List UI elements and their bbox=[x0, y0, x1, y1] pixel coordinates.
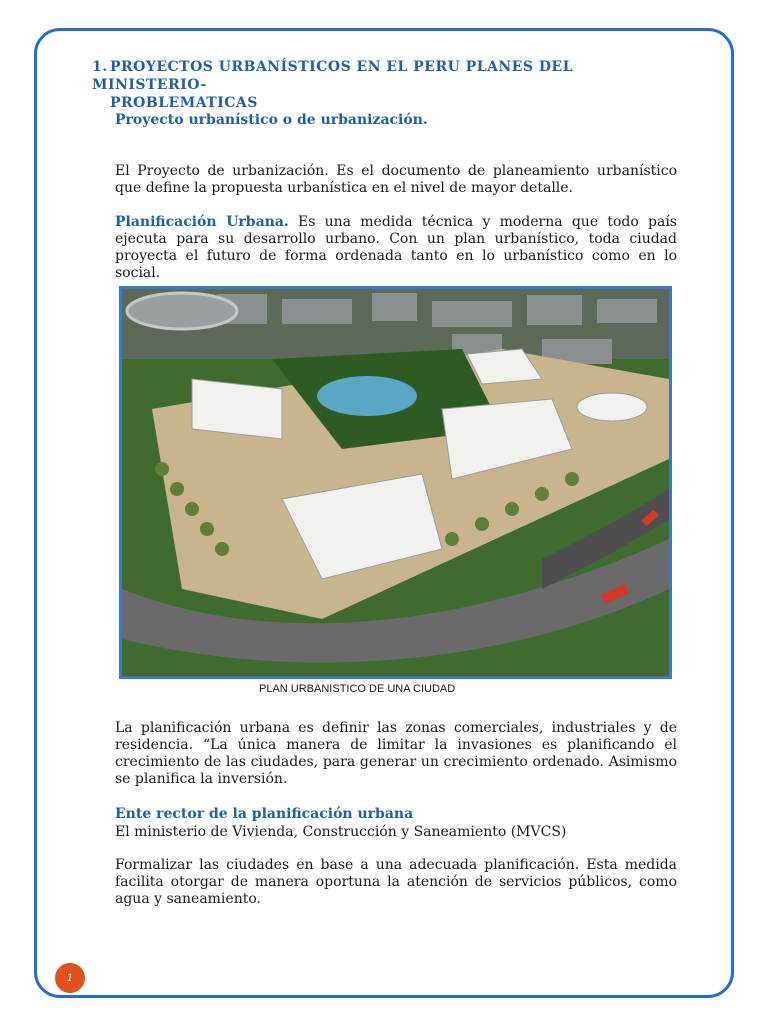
section-title-line2: PROBLEMATICAS bbox=[110, 95, 258, 111]
urban-plan-illustration bbox=[122, 289, 669, 676]
subheading-proyecto: Proyecto urbanístico o de urbanización. bbox=[115, 112, 428, 128]
section-title-line1: PROYECTOS URBANÍSTICOS EN EL PERU PLANES DEL MINISTERIO- bbox=[92, 59, 574, 93]
urban-plan-figure bbox=[119, 286, 672, 679]
paragraph-body: Es una medida técnica y moderna que todo país ejecuta para su desarrollo urbano. Con un plan urbanístico, toda ciudad proyecta el futuro de forma ordenada tanto en lo urbanístico como en lo social. bbox=[115, 214, 677, 281]
section-heading bbox=[92, 58, 692, 112]
paragraph-ministerio: El ministerio de Vivienda, Construcción y Saneamiento (MVCS) bbox=[115, 824, 567, 840]
paragraph-zonas: La planificación urbana es definir las zonas comerciales, industriales y de residencia. “La única manera de limitar la invasiones es planificando el crecimiento de las ciudades, para generar un crecimiento ordenado. Asimismo se planifica la inversión. bbox=[115, 720, 677, 787]
paragraph-definition: El Proyecto de urbanización. Es el documento de planeamiento urbanístico que define la propuesta urbanística en el nivel de mayor detalle. bbox=[115, 163, 677, 196]
subheading-ente-rector: Ente rector de la planificación urbana bbox=[115, 806, 414, 822]
paragraph-formalizar: Formalizar las ciudades en base a una adecuada planificación. Esta medida facilita otorgar de manera oportuna la atención de servicios públicos, como agua y saneamiento. bbox=[115, 857, 677, 907]
page-number-badge: 1 bbox=[55, 963, 85, 993]
paragraph-planificacion bbox=[115, 214, 677, 282]
section-number: 1. bbox=[92, 59, 108, 75]
figure-caption: PLAN URBANISTICO DE UNA CIUDAD bbox=[259, 683, 456, 695]
paragraph-lead: Planificación Urbana. bbox=[115, 214, 289, 230]
